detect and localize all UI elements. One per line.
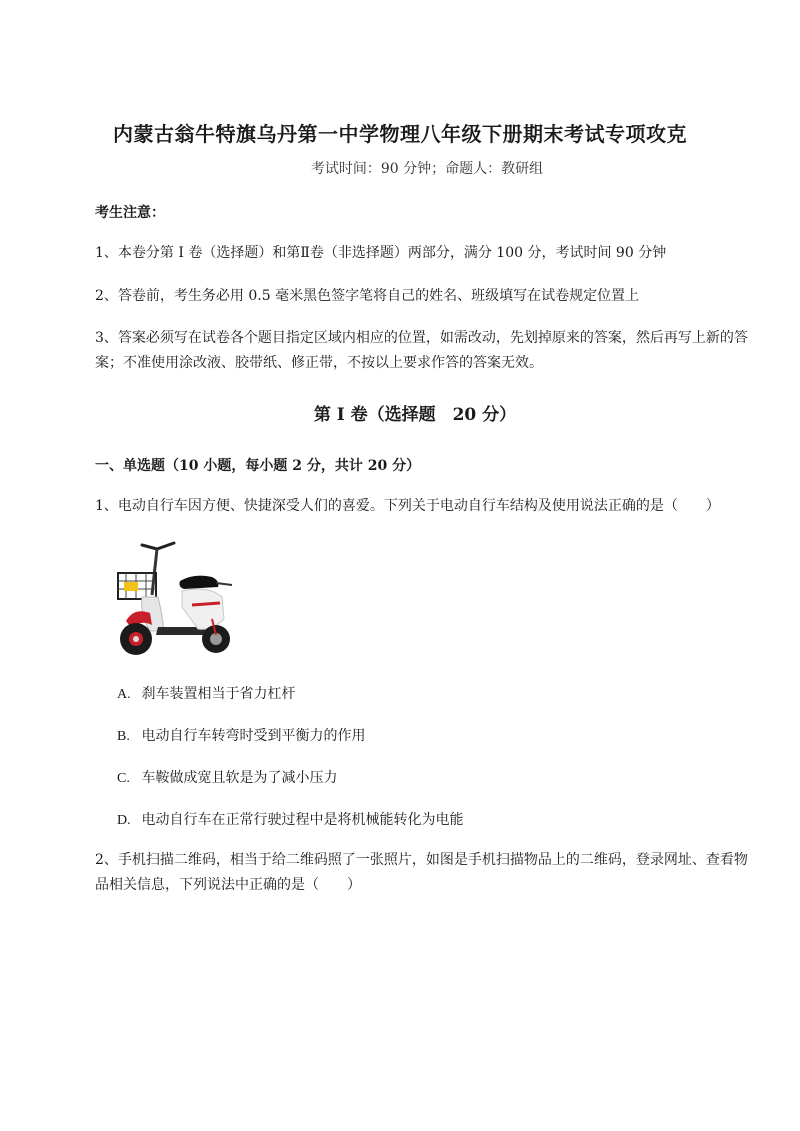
question-1-option-d[interactable] — [117, 809, 463, 829]
notice-item-3: 3、答案必须写在试卷各个题目指定区域内相应的位置，如需改动，先划掉原来的答案，然后再写上新的答案；不准使用涂改液、胶带纸、修正带，不按以上要求作答的答案无效。 — [95, 330, 748, 371]
exam-info: 考试时间：90 分钟；命题人：教研组 — [310, 161, 544, 177]
part-heading: 一、单选题（10 小题，每小题 2 分，共计 20 分） — [95, 458, 421, 474]
option-text: 刹车装置相当于省力杠杆 — [141, 686, 296, 702]
notice-item-1: 1、本卷分第 I 卷（选择题）和第Ⅱ卷（非选择题）两部分，满分 100 分，考试时间 90 分钟 — [95, 245, 667, 261]
option-letter: D. — [117, 813, 131, 828]
option-letter: A. — [117, 687, 131, 702]
electric-bike-image — [112, 535, 242, 660]
page-title: 内蒙古翁牛特旗乌丹第一中学物理八年级下册期末考试专项攻克 — [113, 122, 687, 146]
option-text: 电动自行车转弯时受到平衡力的作用 — [141, 728, 366, 744]
option-letter: B. — [117, 729, 130, 744]
question-1-stem: 1、电动自行车因方便、快捷深受人们的喜爱。下列关于电动自行车结构及使用说法正确的是（ ） — [95, 498, 720, 514]
option-text: 车鞍做成宽且软是为了减小压力 — [141, 770, 338, 786]
question-1-option-c[interactable] — [117, 767, 337, 787]
question-2-stem: 2、手机扫描二维码，相当于给二维码照了一张照片，如图是手机扫描物品上的二维码，登录网址、查看物品相关信息，下列说法中正确的是（ ） — [95, 852, 748, 893]
option-letter: C. — [117, 771, 130, 786]
option-text: 电动自行车在正常行驶过程中是将机械能转化为电能 — [141, 812, 464, 828]
question-1-option-a[interactable] — [117, 683, 295, 703]
question-1-option-b[interactable] — [117, 725, 365, 745]
section-title: 第 I 卷（选择题 20 分） — [313, 405, 517, 425]
notice-heading: 考生注意： — [95, 205, 165, 221]
notice-item-2: 2、答卷前，考生务必用 0.5 毫米黑色签字笔将自己的姓名、班级填写在试卷规定位置上 — [95, 288, 640, 304]
